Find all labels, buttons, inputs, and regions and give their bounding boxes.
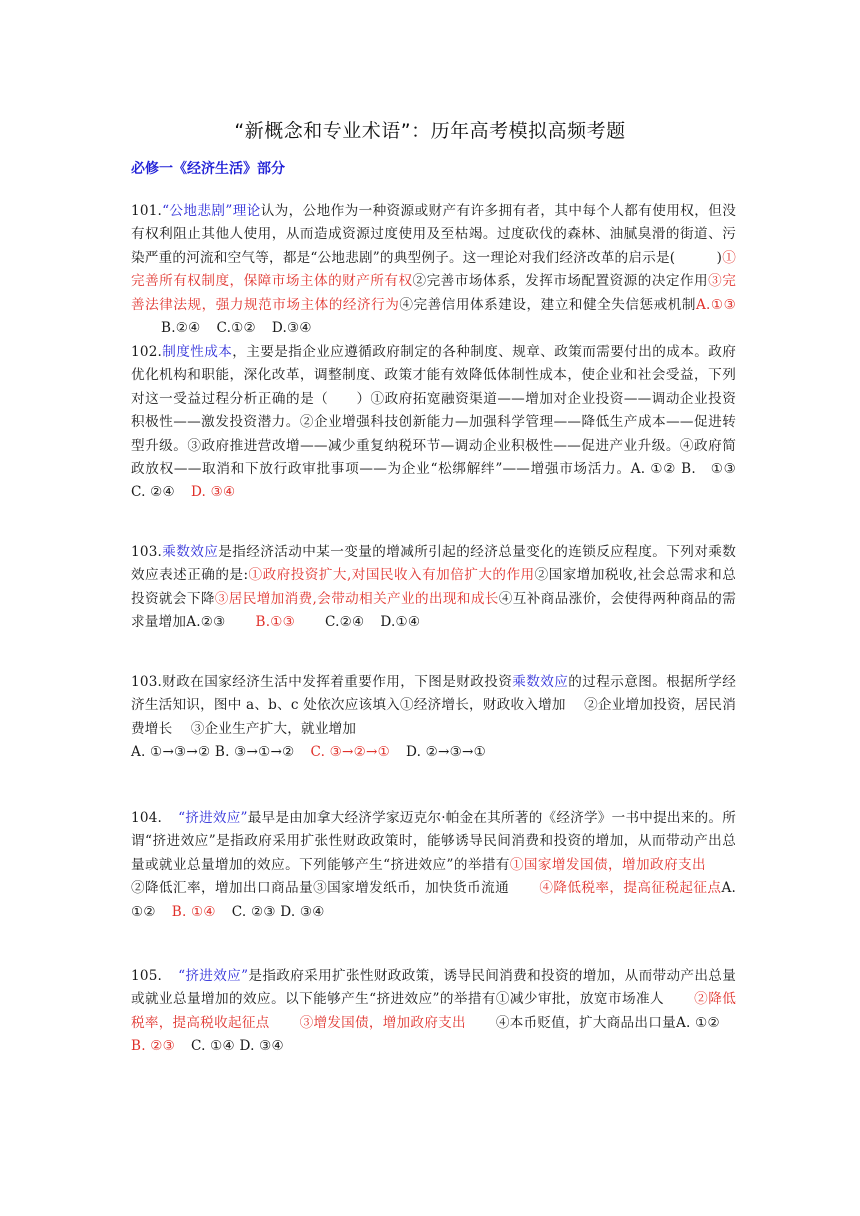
answer-d: D. ②→③→① [406, 744, 486, 761]
section-heading: 必修一《经济生活》部分 [131, 161, 285, 177]
option-2: ②完善市场体系，发挥市场配置资源的决定作用 [412, 273, 709, 290]
option-3-correct: ③增发国债，增加政府支出 [299, 1014, 466, 1031]
option-1-correct: ①国家增发国债，增加政府支出 [509, 856, 706, 873]
question-number: 103. [131, 544, 163, 560]
question-stem: 最早是由加拿大经济学家迈克尔·帕金在其所著的《经济学》一书中提出来的。所谓“挤进效应”是指政府采用扩张性财政政策时，能够诱导民间消费和投资的增加，从而带动产出总量或就业总量增加的效应。下列能够产生“挤进效应”的举措有 [131, 810, 736, 873]
answers-cd: C. ②③ D. ③④ [231, 903, 325, 920]
answer-a: A.②③ [186, 614, 226, 631]
question-104 [131, 807, 736, 924]
option-4: ④互补商品涨价，会使得两种商品的需求量增加 [131, 590, 737, 631]
answer-b-correct: B. ②③ [131, 1038, 176, 1055]
key-term: 制度性成本 [162, 344, 233, 360]
answer-c: C.①② [216, 320, 256, 337]
option-3-correct: ③居民增加消费,会带动相关产业的出现和成长 [214, 590, 499, 607]
answer-d-correct: D. ③④ [190, 484, 236, 501]
question-105 [131, 965, 736, 1059]
question-stem: 认为，公地作为一种资源或财产有许多拥有者，其中每个人都有使用权，但没有权利阻止其他人使用，从而造成资源过度使用及至枯竭。过度砍伐的森林、油腻臭滑的街道、污染严重的河流和空气等，都是“公地悲剧”的典型例子。这一理论对我们经济改革的启示是( ) [131, 203, 736, 266]
question-stem: 财政在国家经济生活中发挥着重要作用，下图是财政投资 [162, 674, 513, 690]
answer-c: C.②④ [324, 614, 365, 631]
question-number: 104. [131, 810, 163, 826]
option-4: ④完善信用体系建设，建立和健全失信惩戒机制 [399, 296, 697, 313]
option-2-correct: ②降低税率，提高税收起征点 [131, 991, 736, 1031]
key-term: “挤进效应” [178, 810, 248, 826]
question-number: 101. [131, 203, 163, 219]
answers-cd: C. ①④ D. ③④ [191, 1038, 284, 1055]
question-number: 105. [131, 968, 163, 984]
key-term: “公地悲剧”理论 [162, 203, 261, 219]
question-stem: 是指经济活动中某一变量的增减所引起的经济总量变化的连锁反应程度。下列对乘数效应表述正确的是: [131, 544, 736, 584]
options-2-3: ②降低汇率，增加出口商品量③国家增发纸币，加快货币流通 [131, 880, 510, 897]
answer-a-correct: A.①③ [696, 296, 737, 313]
answers-ab: A. ①→③→② B. ③→①→② [131, 744, 295, 761]
question-stem-continued: 的过程示意图。根据所学经济生活知识，图中 a、b、c 处依次应该填入①经济增长，财政收入增加 ②企业增加投资，居民消费增长 ③企业生产扩大，就业增加 [131, 674, 737, 737]
answer-c-correct: C. ③→②→① [310, 744, 390, 761]
answers-abc: A. ①② B. ①③ C. ②④ [131, 461, 755, 501]
option-4: ④本币贬值，扩大商品出口量 [495, 1014, 676, 1031]
question-stem: 是指政府采用扩张性财政政策，诱导民间消费和投资的增加，从而带动产出总量或就业总量增加的效应。以下能够产生“挤进效应”的举措有①减少审批，放宽市场准人 [131, 968, 736, 1008]
option-1-correct: ①政府投资扩大,对国民收入有加倍扩大的作用 [248, 567, 535, 584]
answer-a: A. ①② [675, 1014, 720, 1031]
key-term: “挤进效应” [178, 968, 249, 984]
answer-b-correct: B.①③ [255, 614, 295, 631]
answer-a: A. ①② [131, 880, 736, 920]
question-101 [131, 200, 736, 340]
answer-d: D.①④ [380, 614, 421, 631]
question-number: 103. [131, 674, 163, 690]
question-102 [131, 341, 755, 505]
page-title: “新概念和专业术语”：历年高考模拟高频考题 [234, 120, 626, 142]
question-stem: ，主要是指企业应遵循政府制定的各种制度、规章、政策而需要付出的成本。政府优化机构和职能，深化改革，调整制度、政策才能有效降低体制性成本，使企业和社会受益，下列对这一受益过程分析正确的是（ ）①政府拓宽融资渠道——增加对企业投资——调动企业投资积极性——激发投资潜力。②企业增强科技创新能力—加强科学管理——降低生产成本——促进转型升级。③政府推进营改增——减少重复纳税环节—调动企业积极性——促进产业升级。④政府简政放权——取消和下放行政审批事项——为企业“松绑解绊”——增强市场活力。 [131, 344, 737, 478]
option-1-correct: ①完善所有权制度，保障市场主体的财产所有权 [131, 249, 736, 290]
option-4-correct: ④降低税率，提高征税起征点 [539, 880, 722, 897]
option-3-correct: ③完善法律法规，强力规范市场主体的经济行为 [131, 273, 737, 313]
answer-d: D.③④ [271, 320, 312, 337]
answer-b-correct: B. ①④ [171, 903, 216, 920]
question-number: 102. [131, 344, 163, 360]
key-term: 乘数效应 [512, 674, 569, 690]
key-term: 乘数效应 [162, 544, 219, 560]
question-103-b [131, 671, 736, 765]
option-2: ②国家增加税收,社会总需求和总投资就会下降 [131, 567, 736, 607]
question-103-a [131, 541, 736, 635]
answer-b: B.②④ [161, 320, 201, 337]
